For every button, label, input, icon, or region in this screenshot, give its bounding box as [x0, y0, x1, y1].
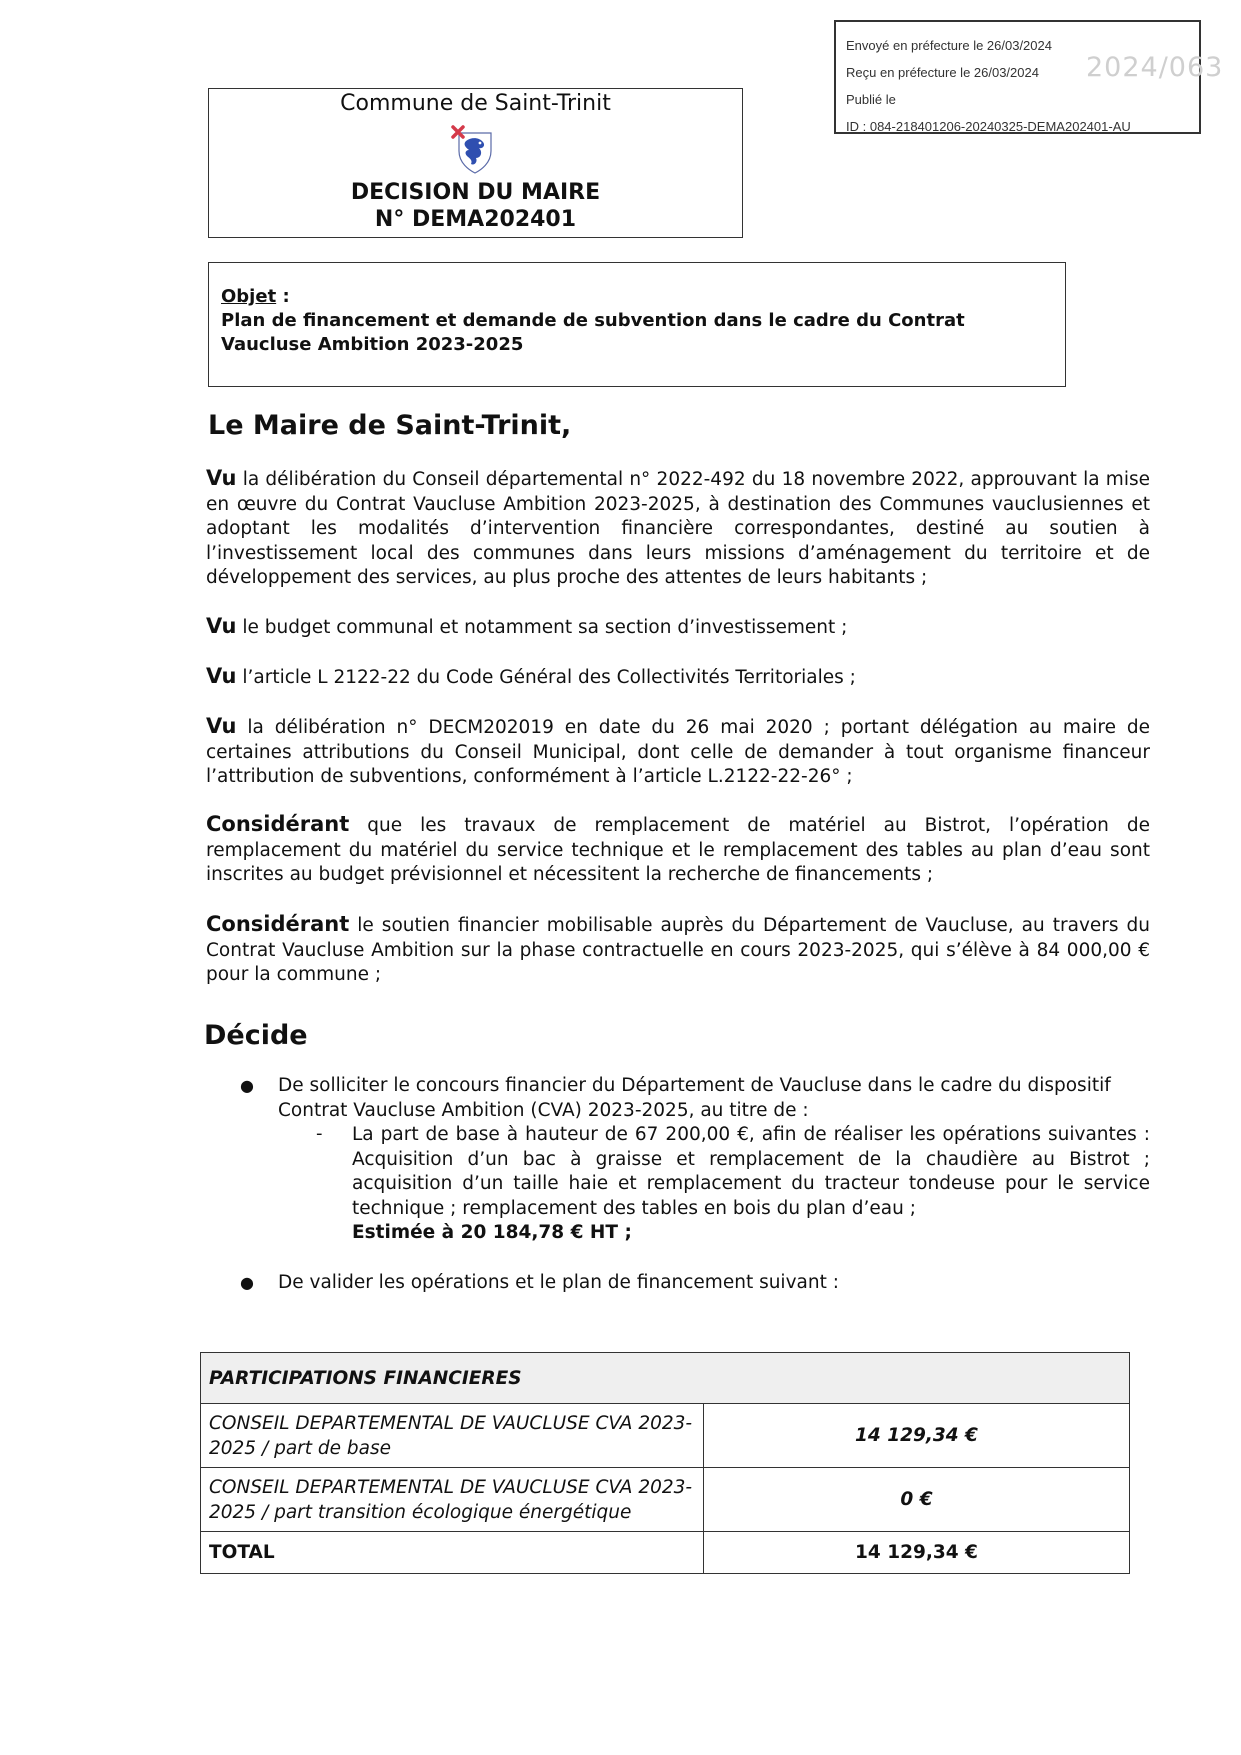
stamp-received: Reçu en préfecture le 26/03/2024 [846, 65, 1039, 80]
stamp-sent: Envoyé en préfecture le 26/03/2024 [846, 38, 1052, 53]
decision-title: DECISION DU MAIRE [350, 180, 601, 205]
table-row-label: CONSEIL DEPARTEMENTAL DE VAUCLUSE CVA 2023-2025 / part transition écologique énergétique [201, 1468, 704, 1532]
bullet-icon: ● [240, 1076, 254, 1095]
table-row [201, 1404, 1130, 1468]
bullet-1-sub-text: La part de base à hauteur de 67 200,00 €, afin de réaliser les opérations suivantes : Acquisition d’un bac à graisse et remplacement de la chaudière au Bistrot ; acquisition d’un taille haie et remplacement du tracteur tondeuse pour le service technique ; remplacement des tables en bois du plan d’eau ; [352, 1124, 1150, 1219]
decision-number: N° DEMA202401 [374, 207, 577, 232]
decide-title: Décide [204, 1020, 308, 1051]
table-header-row [201, 1353, 1130, 1404]
consideration-3 [206, 664, 1150, 691]
dash-icon: - [316, 1123, 323, 1144]
consideration-text: la délibération du Conseil départemental n° 2022-492 du 18 novembre 2022, approuvant la mise en œuvre du Contrat Vaucluse Ambition 2023-2025, à destination des Communes vauclusiennes et adoptant les modalités d’intervention financière correspondantes, destiné au soutien à l’investissement local des communes dans leurs missions d’aménagement du territoire et de développement des services, au plus proche des attentes de leurs habitants ; [206, 469, 1150, 589]
decision-title-block [209, 179, 742, 233]
consideration-keyword: Vu [206, 614, 237, 638]
table-row [201, 1468, 1130, 1532]
consideration-keyword: Considérant [206, 912, 350, 936]
bullet-1-text: De solliciter le concours financier du Département de Vaucluse dans le cadre du dispositif Contrat Vaucluse Ambition (CVA) 2023-2025, au titre de : [278, 1075, 1111, 1121]
consideration-text: la délibération n° DECM202019 en date du 26 mai 2020 ; portant délégation au maire de certaines attributions du Conseil Municipal, dont celle de demander à tout organisme financeur l’attribution de subventions, conformément à l’article L.2122-22-26° ; [206, 717, 1150, 788]
bullet-1-sub [352, 1123, 1150, 1246]
consideration-keyword: Vu [206, 466, 237, 490]
consideration-text: le soutien financier mobilisable auprès du Département de Vaucluse, au travers du Contrat Vaucluse Ambition sur la phase contractuelle en cours 2023-2025, qui s’élève à 84 000,00 € pour la commune ; [206, 915, 1150, 986]
bullet-icon: ● [240, 1273, 254, 1292]
maire-title: Le Maire de Saint-Trinit, [208, 410, 572, 441]
object-label: Objet [221, 286, 277, 307]
table-header: PARTICIPATIONS FINANCIERES [201, 1353, 1130, 1404]
consideration-text: que les travaux de remplacement de matériel au Bistrot, l’opération de remplacement du matériel du service technique et le remplacement des tables au plan d’eau sont inscrites au budget prévisionnel et nécessitent la recherche de financements ; [206, 815, 1150, 886]
prefecture-stamp [834, 20, 1224, 134]
commune-name: Commune de Saint-Trinit [340, 91, 611, 116]
object-text: Plan de financement et demande de subvention dans le cadre du Contrat Vaucluse Ambition 2023-2025 [221, 310, 965, 355]
header-box [208, 88, 743, 238]
table-total-row [201, 1532, 1130, 1574]
table-row-amount: 14 129,34 € [704, 1404, 1130, 1468]
object-heading [221, 285, 1053, 309]
object-colon: : [276, 286, 290, 307]
bullet-2-text: De valider les opérations et le plan de financement suivant : [278, 1272, 839, 1293]
consideration-keyword: Considérant [206, 812, 350, 836]
stamp-id: ID : 084-218401206-20240325-DEMA202401-AU [846, 119, 1131, 134]
coat-of-arms-icon [449, 125, 497, 175]
consideration-keyword: Vu [206, 714, 237, 738]
consideration-5 [206, 812, 1150, 888]
stamp-published: Publié le [846, 92, 896, 107]
table-total-amount: 14 129,34 € [704, 1532, 1130, 1574]
stamp-ref-number: 2024/063 [1086, 52, 1224, 83]
consideration-6 [206, 912, 1150, 988]
consideration-2 [206, 614, 1150, 641]
table-total-label: TOTAL [201, 1532, 704, 1574]
consideration-keyword: Vu [206, 664, 237, 688]
financing-table [200, 1352, 1130, 1574]
consideration-text: le budget communal et notamment sa section d’investissement ; [236, 617, 848, 638]
object-box [208, 262, 1066, 387]
table-row-label: CONSEIL DEPARTEMENTAL DE VAUCLUSE CVA 2023-2025 / part de base [201, 1404, 704, 1468]
consideration-text: l’article L 2122-22 du Code Général des Collectivités Territoriales ; [236, 667, 856, 688]
table-row-amount: 0 € [704, 1468, 1130, 1532]
bullet-1-estimate: Estimée à 20 184,78 € HT ; [352, 1222, 632, 1244]
consideration-1 [206, 466, 1150, 591]
consideration-4 [206, 714, 1150, 790]
